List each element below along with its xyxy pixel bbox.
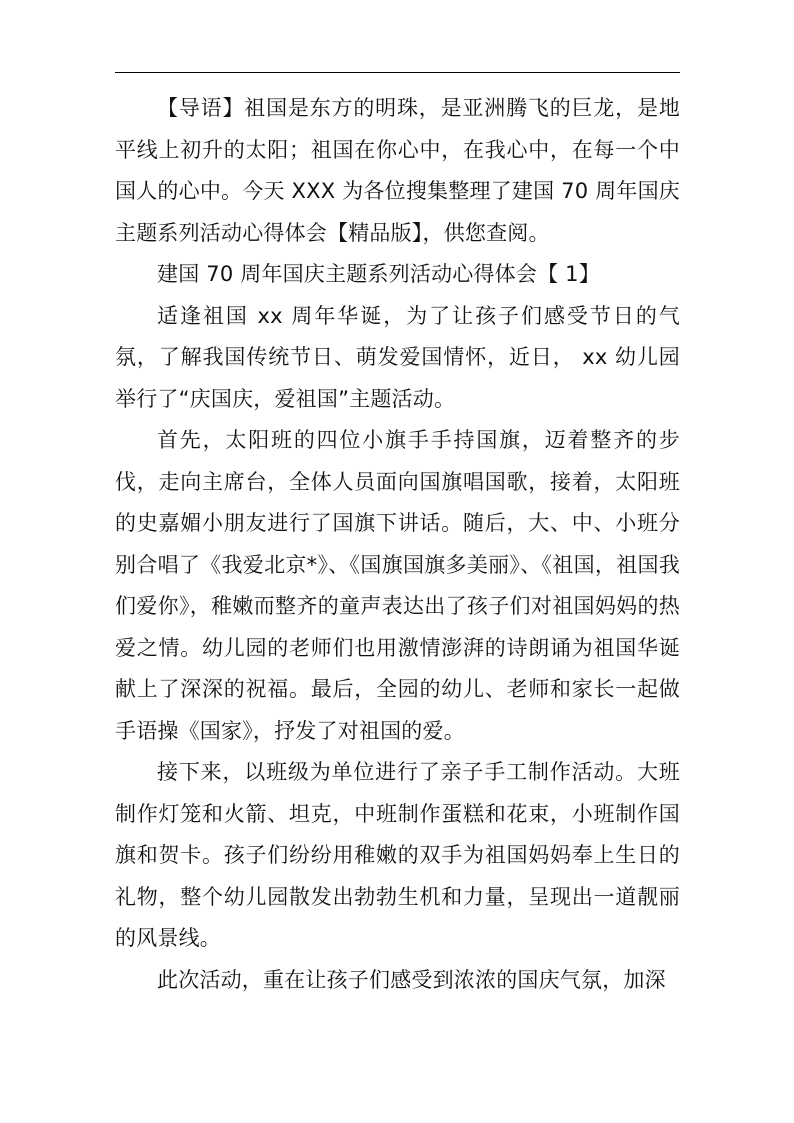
intro-paragraph: 【导语】祖国是东方的明珠，是亚洲腾飞的巨龙，是地平线上初升的太阳；祖国在你心中，在我心中，在每一个中国人的心中。今天 XXX 为各位搜集整理了建国 70 周年国庆主题系列活动心得体会【精品版】，供您查阅。 xyxy=(115,96,680,245)
body-paragraph: 此次活动，重在让孩子们感受到浓浓的国庆气氛，加深 xyxy=(157,967,666,992)
header-rule xyxy=(115,72,680,73)
body-paragraph: 接下来，以班级为单位进行了亲子手工制作活动。大班制作灯笼和火箭、坦克，中班制作蛋糕和花束，小班制作国旗和贺卡。孩子们纷纷用稚嫩的双手为祖国妈妈奉上生日的礼物，整个幼儿园散发出勃勃生机和力量，呈现出一道靓丽的风景线。 xyxy=(115,760,680,950)
body-paragraph: 首先，太阳班的四位小旗手手持国旗，迈着整齐的步伐，走向主席台，全体人员面向国旗唱国歌，接着，太阳班的史嘉媚小朋友进行了国旗下讲话。随后，大、中、小班分别合唱了《我爱北京*》、《国旗国旗多美丽》、《祖国，祖国我们爱你》，稚嫩而整齐的童声表达出了孩子们对祖国妈妈的热爱之情。幼儿园的老师们也用激情澎湃的诗朗诵为祖国华诞献上了深深的祝福。最后，全园的幼儿、老师和家长一起做手语操《国家》，抒发了对祖国的爱。 xyxy=(115,428,680,743)
body-paragraph: 适逢祖国 xx 周年华诞，为了让孩子们感受节日的气氛，了解我国传统节日、萌发爱国情怀，近日， xx 幼儿园举行了“庆国庆，爱祖国”主题活动。 xyxy=(115,303,680,411)
document-body xyxy=(115,88,680,1001)
section-title: 建国 70 周年国庆主题系列活动心得体会【 1】 xyxy=(157,262,600,286)
